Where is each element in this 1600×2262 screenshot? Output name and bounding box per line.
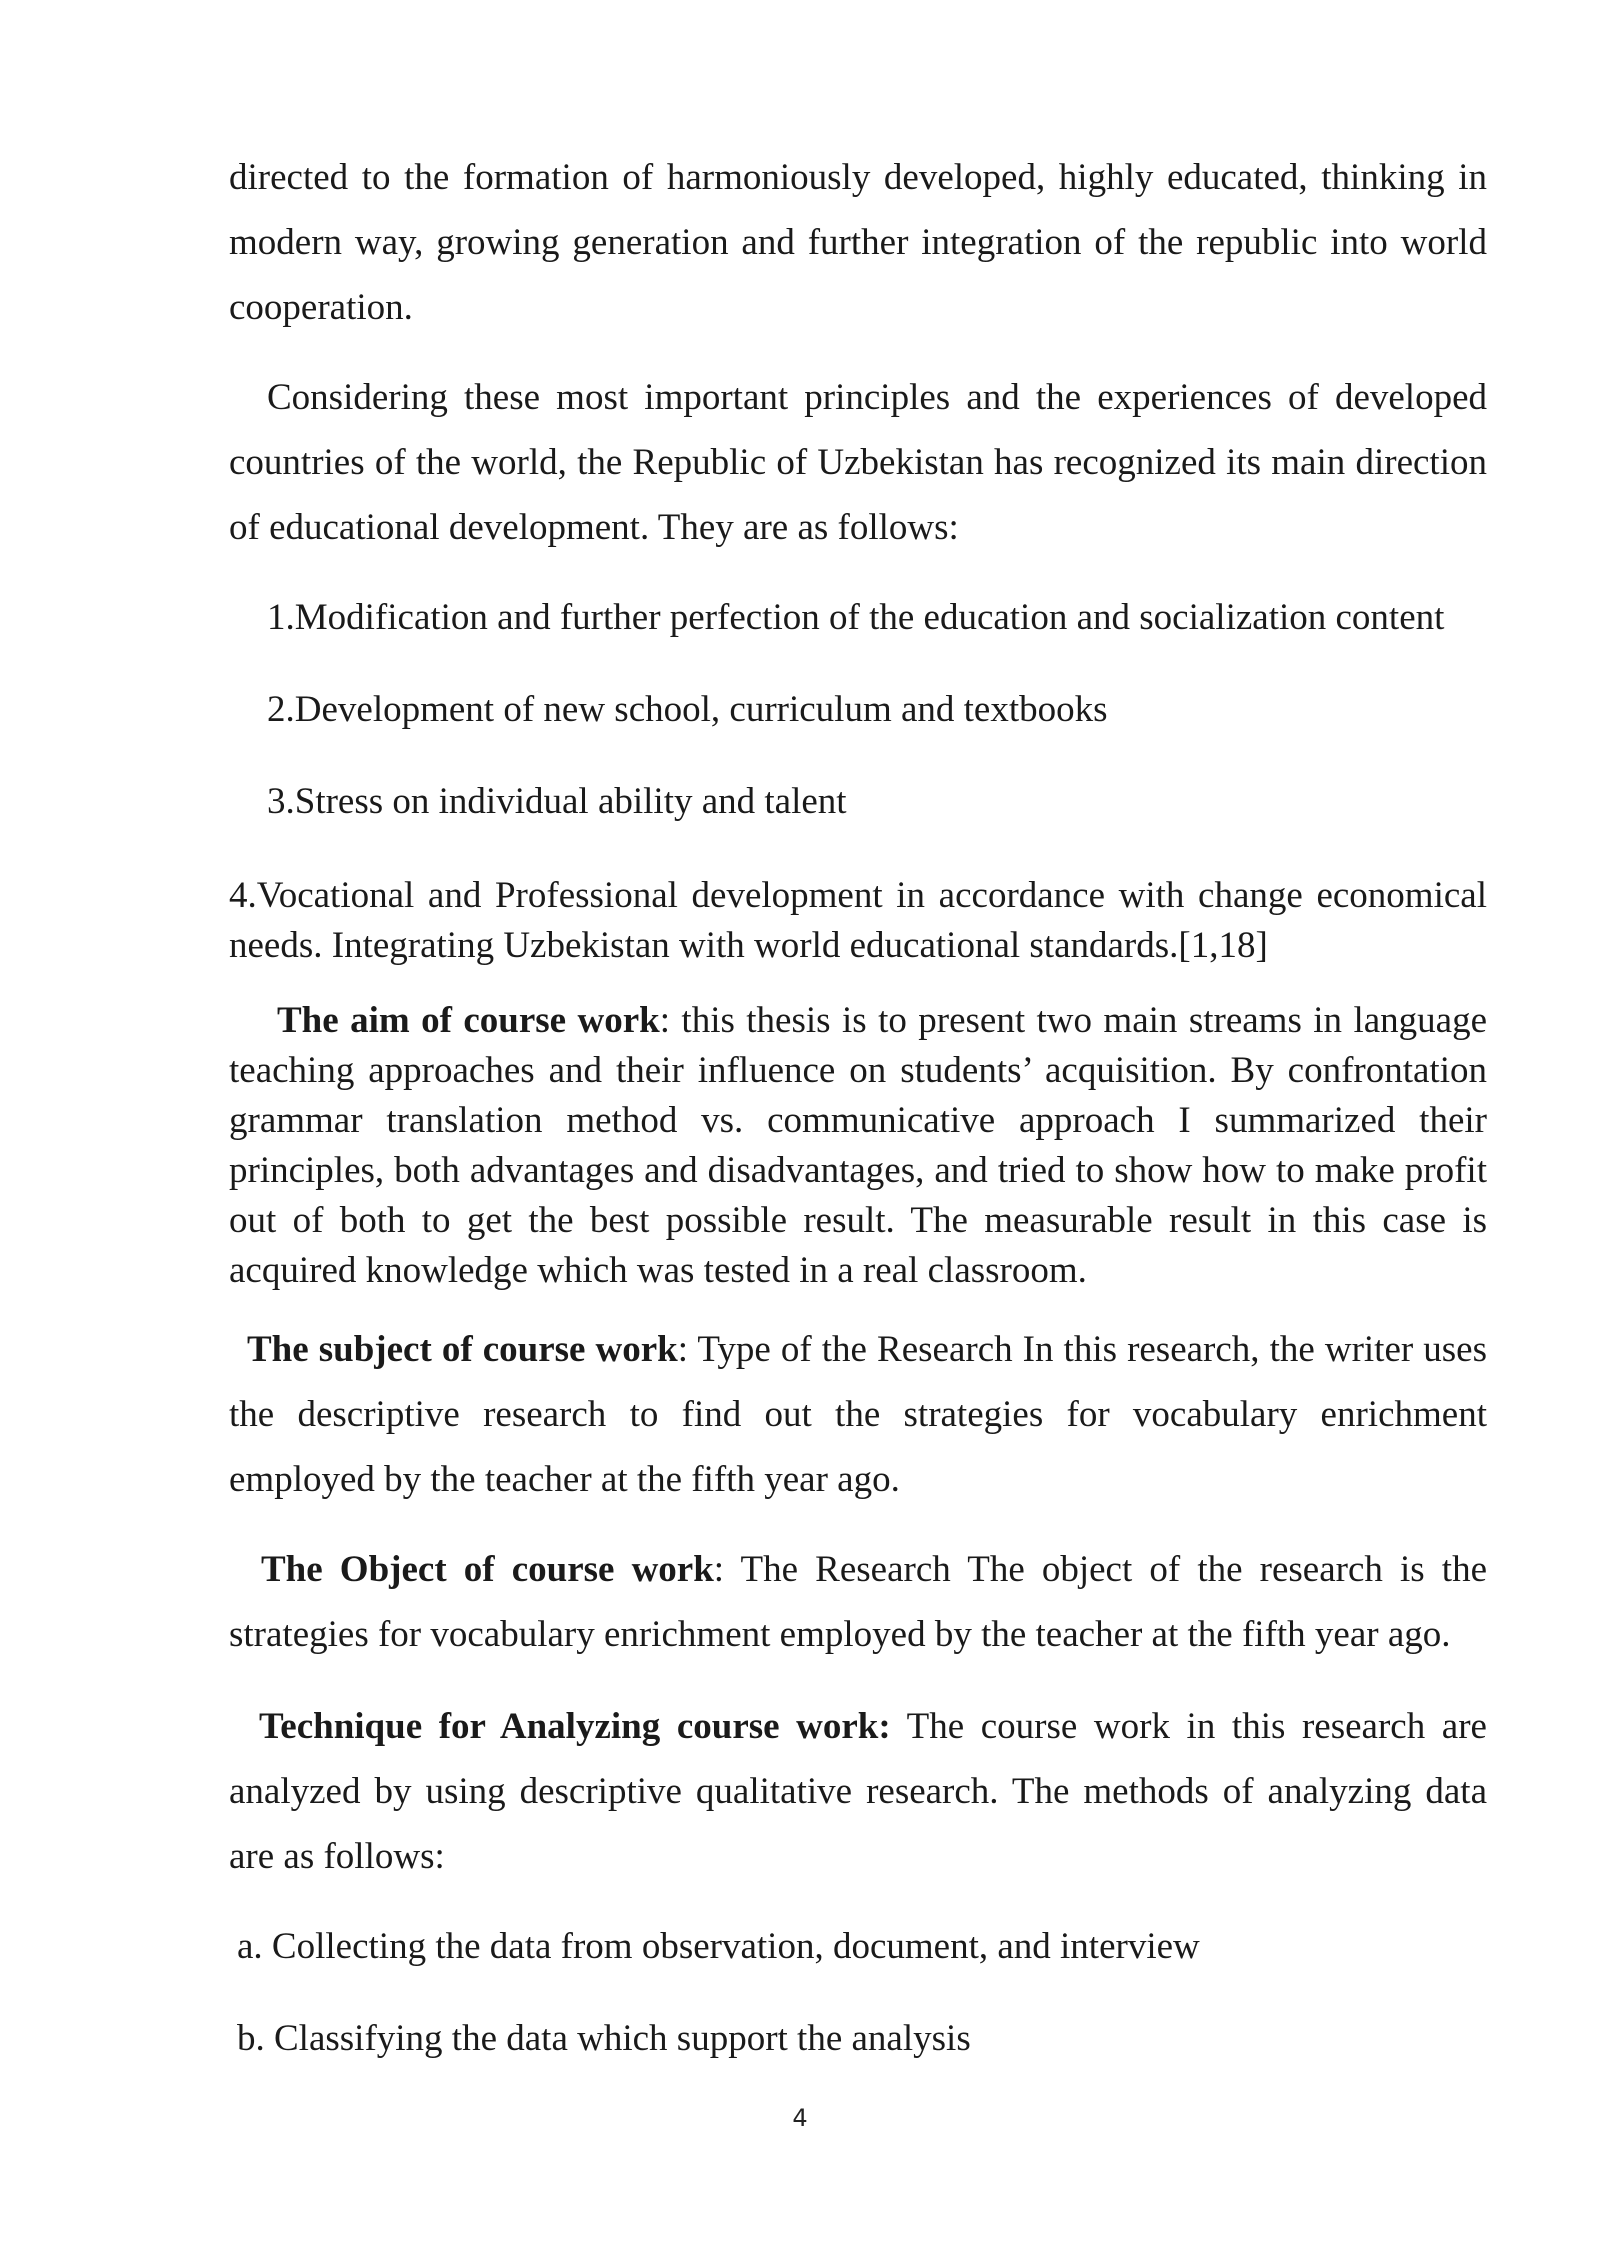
object-label: The Object of course work <box>261 1549 714 1590</box>
object-text: : The Research The object of the research is the strategies for vocabulary enrichment employed by the teacher at the fifth year ago. <box>229 1549 1487 1655</box>
technique-label: Technique for Analyzing course work: <box>259 1706 891 1747</box>
method-item-a: a. Collecting the data from observation, document, and interview <box>237 1926 1200 1967</box>
direction-item-1: 1.Modification and further perfection of the education and socialization content <box>267 597 1445 638</box>
technique-paragraph <box>229 1694 1487 1889</box>
principles-paragraph: Considering these most important principles and the experiences of developed countries of the world, the Republic of Uzbekistan has recognized its main direction of educational development. They are as follows: <box>229 377 1487 548</box>
subject-paragraph <box>229 1317 1487 1512</box>
page-number: 4 <box>792 2104 808 2132</box>
intro-continuation-paragraph: directed to the formation of harmoniously developed, highly educated, thinking in modern way, growing generation and further integration of the republic into world cooperation. <box>229 157 1487 328</box>
aim-text: : this thesis is to present two main streams in language teaching approaches and their influence on students’ acquisition. By confrontation grammar translation method vs. communicative approach I summarized their principles, both advantages and disadvantages, and tried to show how to make profit out of both to get the best possible result. The measurable result in this case is acquired knowledge which was tested in a real classroom. <box>229 1000 1487 1291</box>
method-item-b: b. Classifying the data which support the analysis <box>237 2018 971 2059</box>
subject-label: The subject of course work <box>247 1329 678 1370</box>
aim-paragraph <box>229 996 1487 1296</box>
direction-item-3: 3.Stress on individual ability and talent <box>267 781 847 822</box>
subject-text: : Type of the Research In this research, the writer uses the descriptive research to find out the strategies for vocabulary enrichment employed by the teacher at the fifth year ago. <box>229 1329 1487 1500</box>
direction-item-2: 2.Development of new school, curriculum and textbooks <box>267 689 1108 730</box>
aim-label: The aim of course work <box>277 1000 660 1041</box>
technique-text: The course work in this research are analyzed by using descriptive qualitative research. The methods of analyzing data are as follows: <box>229 1706 1487 1877</box>
direction-item-4: 4.Vocational and Professional development in accordance with change economical needs. Integrating Uzbekistan with world educational standards.[1,18] <box>229 875 1487 966</box>
object-paragraph <box>229 1537 1487 1667</box>
